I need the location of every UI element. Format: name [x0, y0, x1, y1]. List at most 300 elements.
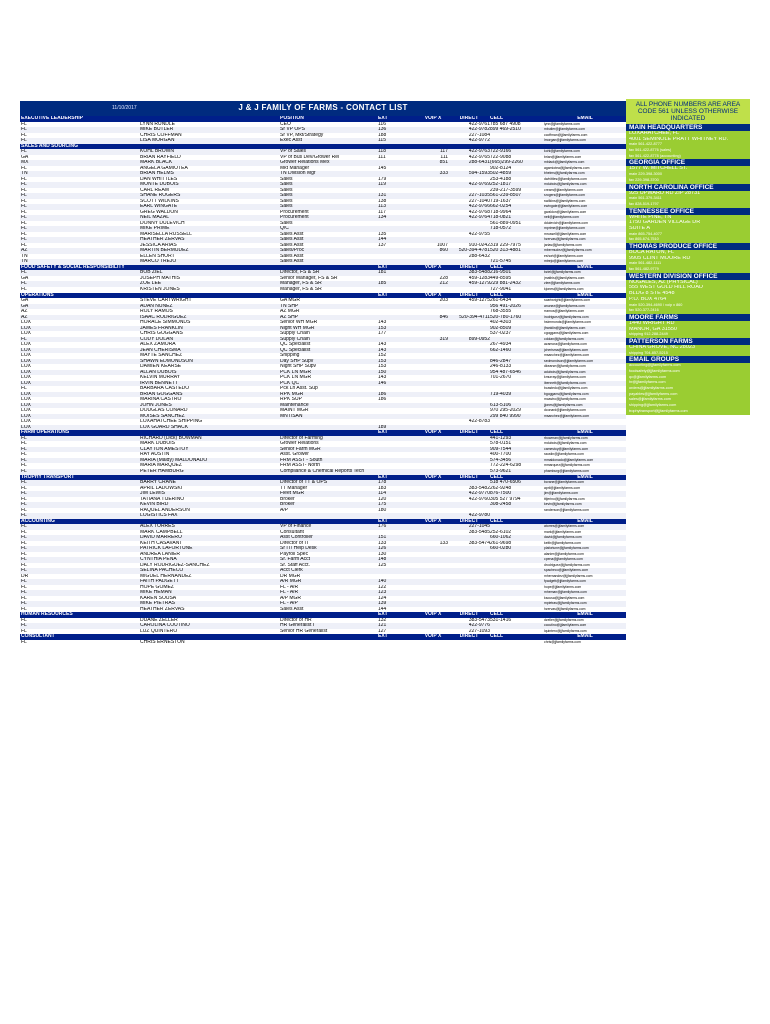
cell-name: CODY DOLAN	[140, 336, 173, 342]
cell-email[interactable]: fpadgett@jjfamilyfarms.com	[544, 579, 586, 584]
cell-cell: CELL	[490, 612, 504, 618]
cell-name: LYNN RUNDLE	[140, 121, 175, 127]
cell-loc: FL	[21, 562, 27, 568]
cell-direct: 422-9770	[468, 491, 490, 497]
cell-ext: 143	[378, 347, 387, 353]
cell-ext: 119	[378, 182, 386, 188]
cell-pos: Senior WH MGR	[280, 320, 318, 326]
cell-email[interactable]: ksousa@jjfamilyfarms.com	[544, 595, 585, 600]
cell-name: IRVIN BENNETT	[140, 380, 178, 386]
cell-email[interactable]: cgoggans@jjfamilyfarms.com	[544, 331, 589, 336]
cell-cell: 253-4188	[490, 176, 512, 182]
cell-name: KRISTEN JONES	[140, 286, 180, 292]
cell-cell: 573-9621	[490, 469, 512, 474]
cell-email[interactable]: dwhittles@jjfamilyfarms.com	[544, 176, 587, 181]
cell-loc: FL	[21, 457, 27, 463]
cell-email[interactable]: rbowman@jjfamilyfarms.com	[544, 435, 588, 440]
cell-direct: 422-8783	[468, 419, 490, 425]
cell-cell: 662-1460	[490, 347, 512, 353]
cell-loc: FL	[21, 121, 27, 127]
cell-pos: RPK MGR	[280, 391, 304, 397]
cell-voip: 319	[439, 336, 448, 342]
cell-email[interactable]: ccoffman@jjfamilyfarms.com	[544, 132, 588, 137]
office-heading: EMAIL GROUPS	[626, 356, 750, 363]
cell-name: KOHL BROWN	[140, 149, 174, 155]
cell-email[interactable]: chris@jjfamilyfarms.com	[544, 639, 581, 644]
cell-name: JIM LEWIS	[140, 491, 166, 497]
cell-cell: 502-4859	[490, 171, 512, 177]
cell-ext: EXT	[378, 612, 388, 618]
cell-loc: FL	[21, 579, 27, 585]
office-detail: hr@jjfamilyfarms.com	[629, 380, 666, 385]
office-detail: main 561-379-3411	[629, 196, 662, 201]
cell-cell: 768-3555	[490, 309, 512, 315]
cell-email[interactable]: brian@jjfamilyfarms.com	[544, 154, 582, 159]
cell-direct: 383-5473	[468, 617, 490, 623]
cell-email[interactable]: bcastedo@jjfamilyfarms.com	[544, 386, 588, 391]
cell-name: BARRY CRANE	[140, 480, 176, 486]
cell-name: DONNY DULEVICH	[140, 220, 185, 226]
cell-loc: FL	[21, 281, 27, 287]
cell-name: CLAYTON AMESTOY	[140, 446, 189, 452]
cell-email[interactable]: spacheco@jjfamilyfarms.com	[544, 568, 589, 573]
cell-pos: Acct Clerk	[280, 568, 303, 574]
cell-email: EMAIL	[577, 474, 593, 480]
cell-email[interactable]: drodriguez@jjfamilyfarms.com	[544, 562, 590, 567]
cell-ext: 153	[378, 364, 387, 370]
cell-email[interactable]: agamiotea@jjfamilyfarms.com	[544, 165, 590, 170]
cell-pos: FRM ASST- North	[280, 463, 321, 469]
cell-pos: Sales	[280, 204, 293, 210]
cell-pos: TT Manager	[280, 485, 308, 491]
cell-voip: 228	[439, 275, 448, 281]
office-detail: SUITE A	[629, 225, 651, 231]
cell-cell: 909-7544	[490, 446, 512, 452]
cell-loc: FL	[21, 469, 27, 474]
cell-email[interactable]: hzervas@jjfamilyfarms.com	[544, 606, 586, 611]
cell-email[interactable]: jarias@jjfamilyfarms.com	[544, 242, 582, 247]
cell-ext: 153	[378, 325, 387, 331]
cell-email[interactable]: bhelms@jjfamilyfarms.com	[544, 171, 585, 176]
cell-pos: Manager, FS & SR	[280, 286, 322, 292]
cell-email[interactable]: camestoy@jjfamilyfarms.com	[544, 446, 589, 451]
cell-direct: 459-1283	[468, 275, 490, 281]
office-detail: main 520-394-4690 / voip x 860	[629, 302, 683, 307]
cell-email[interactable]: bziel@jjfamilyfarms.com	[544, 270, 581, 275]
cell-pos: MAINT MGR	[280, 408, 309, 414]
cell-pos: Asst. Grower	[280, 452, 309, 458]
cell-cell: 537-0237	[490, 331, 512, 337]
cell-cell: 319 229-7975	[490, 242, 521, 248]
cell-loc: GA	[21, 298, 29, 304]
cell-ext: 127	[378, 628, 387, 634]
cell-email[interactable]: hope@jjfamilyfarms.com	[544, 584, 582, 589]
cell-pos: RPK SUP	[280, 397, 302, 403]
cell-cell: 216-9501	[490, 270, 512, 276]
cell-loc: FL	[21, 435, 27, 441]
cell-pos: VP of Sales	[280, 149, 307, 155]
cell-loc: LOX	[21, 331, 32, 337]
cell-ext: 140	[378, 579, 387, 585]
sheet-header	[20, 101, 626, 116]
cell-pos: Director of IT	[280, 540, 309, 546]
cell-pos: Sr IT/ Help Desk	[280, 546, 317, 552]
cell-cell: 660-0280	[490, 546, 512, 552]
cell-loc: EXECUTIVE LEADERSHIP	[21, 116, 83, 121]
cell-email[interactable]: msanchez@jjfamilyfarms.com	[544, 413, 590, 418]
cell-name: JESSICA ARIAS	[140, 242, 177, 248]
cell-pos: VP of Bus Dev/Grower Rel	[280, 154, 340, 160]
cell-email[interactable]: swilkins@jjfamilyfarms.com	[544, 198, 586, 203]
cell-email[interactable]: mblack@jjfamilyfarms.com	[544, 160, 585, 165]
cell-voip: 133	[439, 540, 448, 546]
cell-loc: FL	[21, 463, 27, 469]
cell-loc: LOX	[21, 375, 32, 381]
cell-ext: 181	[378, 270, 387, 276]
cell-name: ALLAN DUBOIS	[140, 369, 177, 375]
cell-ext: 126	[378, 546, 387, 552]
cell-email[interactable]: jmathis@jjfamilyfarms.com	[544, 275, 585, 280]
cell-pos: Sales	[280, 182, 293, 188]
cell-loc: FL	[21, 606, 27, 612]
cell-email[interactable]: kmurray@jjfamilyfarms.com	[544, 375, 586, 380]
cell-pos: Payroll Spec	[280, 551, 309, 557]
cell-loc: LOX	[21, 413, 32, 419]
cell-cell: 441-1293	[490, 435, 512, 441]
cell-pos: Grower Relations Mex	[280, 160, 330, 166]
cell-email[interactable]: ccoutino@jjfamilyfarms.com	[544, 623, 587, 628]
cell-cell: 846-2847	[490, 358, 512, 364]
cell-ext: EXT	[378, 634, 388, 640]
cell-name: APRIL LADOWSKI	[140, 485, 183, 491]
cell-loc: LOX	[21, 424, 32, 430]
office-detail: fax 828-519-1797	[629, 201, 659, 206]
cell-pos: Senior Farm MGR	[280, 446, 321, 452]
cell-name: MIGUEL HERNANDEZ	[140, 573, 192, 579]
cell-email[interactable]: adubois@jjfamilyfarms.com	[544, 369, 586, 374]
cell-cell: 718-0821	[490, 215, 512, 221]
cell-email[interactable]: bgoggans@jjfamilyfarms.com	[544, 391, 589, 396]
cell-loc: LOX	[21, 342, 32, 348]
office-detail: NOGALES, AZ (PHYSICAL)	[629, 279, 698, 285]
office-detail: CHINA GROVE, NC 28023	[629, 344, 696, 350]
office-heading: PATTERSON FARMS	[626, 338, 750, 345]
cell-name: JOHN JONES	[140, 402, 172, 408]
cell-email[interactable]: ewingate@jjfamilyfarms.com	[544, 204, 588, 209]
cell-ext: EXT	[378, 264, 388, 270]
cell-name: RAQUEL ANDERSON	[140, 507, 190, 513]
cell-direct: 520-394-4781	[458, 248, 490, 254]
cell-email[interactable]: msanchez@jjfamilyfarms.com	[544, 353, 590, 358]
cell-email: EMAIL	[577, 116, 593, 121]
cell-cell: 722-9088	[490, 154, 512, 160]
cell-pos: Consultant	[280, 529, 304, 535]
contact-sheet	[20, 101, 626, 646]
cell-email[interactable]: plafortune@jjfamilyfarms.com	[544, 546, 589, 551]
cell-loc: AZ	[21, 314, 28, 320]
cell-ext: EXT	[378, 430, 388, 436]
cell-loc: FARM OPERATIONS	[21, 430, 70, 436]
cell-email[interactable]: irodriguez@jjfamilyfarms.com	[544, 314, 589, 319]
cell-loc: TN	[21, 259, 28, 265]
cell-email[interactable]: gwaldon@jjfamilyfarms.com	[544, 209, 587, 214]
cell-ext: 177	[378, 331, 387, 337]
cell-direct: 288-6432	[468, 253, 490, 259]
cell-ext: 117	[378, 209, 386, 215]
cell-pos: Sales Asst	[280, 231, 304, 237]
cell-name: ZOE LEE	[140, 281, 162, 287]
office-detail: LOXAHATCHEE, FL	[629, 131, 680, 136]
cell-ext: 135	[378, 231, 387, 237]
cell-cell: 718-0572	[490, 226, 512, 232]
cell-email[interactable]: mdubois@jjfamilyfarms.com	[544, 182, 587, 187]
cell-email[interactable]: mark@jjfamilyfarms.com	[544, 529, 582, 534]
cell-name: KEVIN BIRD	[140, 502, 169, 508]
cell-ext: 131	[378, 193, 387, 199]
cell-ext: 178	[378, 480, 387, 486]
cell-email[interactable]: cpena@jjfamilyfarms.com	[544, 557, 583, 562]
cell-name: CHRIS COFFMAN	[140, 132, 182, 138]
cell-ext: 137	[378, 242, 387, 248]
cell-voip: VOIP X	[424, 116, 442, 121]
cell-direct: 422-9763	[468, 149, 490, 155]
cell-cell: 261-6434	[490, 298, 512, 304]
cell-email[interactable]: cdolan@jjfamilyfarms.com	[544, 336, 584, 341]
cell-pos: Day SHP Supv	[280, 358, 314, 364]
cell-voip: VOIP X	[424, 634, 442, 640]
cell-cell: 531-1416	[490, 617, 512, 623]
cell-email[interactable]: jim@jjfamilyfarms.com	[544, 491, 578, 496]
cell-pos: Sales	[280, 220, 293, 226]
cell-pos: FRM ASST - South	[280, 457, 323, 463]
cell-email[interactable]: kjones@jjfamilyfarms.com	[544, 286, 584, 291]
cell-pos: FL - A/R	[280, 584, 299, 590]
cell-cell: 246-8133	[490, 364, 512, 370]
cell-pos: Sales Asst	[280, 259, 304, 265]
cell-name: BOB ZIEL	[140, 270, 163, 276]
cell-email[interactable]: azamora@jjfamilyfarms.com	[544, 342, 587, 347]
cell-email[interactable]: lmorgan@jjfamilyfarms.com	[544, 138, 586, 143]
office-detail: WHITE PINE, TN	[629, 214, 672, 220]
cell-email[interactable]: mmaldonado@jjfamilyfarms.com	[544, 457, 594, 462]
cell-loc: LOX	[21, 419, 32, 425]
cell-email[interactable]: zlee@jjfamilyfarms.com	[544, 281, 580, 286]
cell-direct: DIRECT	[459, 474, 479, 480]
cell-email[interactable]: mhernandez@jjfamilyfarms.com	[544, 573, 593, 578]
cell-email[interactable]: randerson@jjfamilyfarms.com	[544, 507, 589, 512]
cell-cell: 718-9964	[490, 209, 512, 215]
cell-email[interactable]: mrussell@jjfamilyfarms.com	[544, 231, 587, 236]
cell-name: ROLY RAMOS	[140, 309, 173, 315]
cell-loc: FL	[21, 270, 27, 276]
cell-email[interactable]: hsimmonds@jjfamilyfarms.com	[544, 320, 591, 325]
cell-email[interactable]: mcastro@jjfamilyfarms.com	[544, 397, 586, 402]
office-detail: 4001 SEMINOLE PRATT WHITNEY RD.	[629, 136, 729, 142]
cell-pos: Pck Ln Asst. Sup	[280, 386, 318, 392]
cell-email[interactable]: jfranklin@jjfamilyfarms.com	[544, 325, 586, 330]
cell-email[interactable]: phamburg@jjfamilyfarms.com	[544, 469, 589, 473]
cell-email[interactable]: jjones@jjfamilyfarms.com	[544, 402, 583, 407]
cell-direct: DIRECT	[459, 264, 479, 270]
cell-cell: 578-0151	[490, 441, 512, 447]
cell-ext: 176	[378, 524, 387, 530]
cell-email[interactable]: eshort@jjfamilyfarms.com	[544, 253, 584, 258]
cell-email[interactable]: raustin@jjfamilyfarms.com	[544, 452, 584, 457]
cell-loc: FOOD SAFETY & SOCIAL RESPONSIBILITY	[21, 264, 125, 270]
cell-pos: Compliance & Chemical Reports Tech	[280, 469, 365, 474]
cell-loc: FL	[21, 590, 27, 596]
cell-loc: DR	[21, 573, 29, 579]
cell-email[interactable]: alanier@jjfamilyfarms.com	[544, 551, 584, 556]
cell-name: STEVE CARTWRIGHT	[140, 298, 192, 304]
cell-loc: TROPHY TRANSPORT	[21, 474, 75, 480]
office-detail: 1440 WRIGHT RD	[629, 320, 675, 326]
cell-direct: 383-5488	[468, 270, 490, 276]
cell-email[interactable]: hzervas@jjfamilyfarms.com	[544, 237, 586, 242]
cell-email[interactable]: mmarquez@jjfamilyfarms.com	[544, 463, 590, 468]
cell-loc: AZ	[21, 309, 28, 315]
cell-pos: Sales Asst	[280, 242, 304, 248]
cell-pos: Sr. Farm Acct	[280, 557, 311, 563]
cell-name: ELLEN SHORT	[140, 253, 175, 259]
cell-pos: Sales	[280, 198, 293, 204]
office-detail: orders@jjfamilyfarms.com	[629, 386, 673, 391]
cell-loc: FL	[21, 595, 27, 601]
cell-cell: CELL	[490, 518, 504, 524]
cell-pos: VP of Finance	[280, 524, 312, 530]
cell-ext: 151	[378, 535, 387, 541]
cell-direct: 910-0242	[468, 242, 490, 248]
cell-loc: FL	[21, 176, 27, 182]
cell-email[interactable]: scartwright@jjfamilyfarms.com	[544, 298, 591, 303]
cell-direct: DIRECT	[459, 634, 479, 640]
cell-email[interactable]: mbutler@jjfamilyfarms.com	[544, 127, 585, 132]
cell-loc: TN	[21, 171, 28, 177]
cell-direct: 594-1593	[468, 171, 490, 177]
cell-email[interactable]: mbermudez@jjfamilyfarms.com	[544, 248, 592, 253]
cell-ext: 143	[378, 342, 387, 348]
cell-email[interactable]: bcrane@jjfamilyfarms.com	[544, 480, 584, 485]
cell-name: KEITH CASAVANT	[140, 540, 183, 546]
cell-email[interactable]: mpietras@jjfamilyfarms.com	[544, 601, 587, 606]
cell-loc: FL	[21, 237, 27, 243]
office-detail: accounting@jjfamilyfarms.com	[629, 363, 681, 368]
cell-email[interactable]: kohl@jjfamilyfarms.com	[544, 149, 580, 154]
cell-loc: FL	[21, 568, 27, 574]
cell-email[interactable]: dkearse@jjfamilyfarms.com	[544, 364, 586, 369]
cell-email[interactable]: lquintero@jjfamilyfarms.com	[544, 628, 587, 633]
cell-email[interactable]: srogers@jjfamilyfarms.com	[544, 193, 585, 198]
office-detail: main 561-422-8777	[629, 142, 662, 147]
cell-ext: 180	[378, 507, 387, 513]
contact-table	[20, 116, 626, 646]
cell-email: EMAIL	[577, 518, 593, 524]
cell-email[interactable]: anunez@jjfamilyfarms.com	[544, 303, 585, 308]
cell-loc: FL	[21, 535, 27, 541]
cell-loc: FL	[21, 485, 27, 491]
cell-pos: DR MGR	[280, 573, 301, 579]
cell-email[interactable]: mprime@jjfamilyfarms.com	[544, 226, 585, 231]
cell-loc: FL	[21, 215, 27, 221]
cell-email[interactable]: kevin@jjfamilyfarms.com	[544, 502, 582, 507]
cell-voip: 851	[439, 160, 448, 166]
cell-ext: 145	[378, 165, 387, 171]
cell-email[interactable]: dconard@jjfamilyfarms.com	[544, 408, 586, 413]
cell-email[interactable]: cream@jjfamilyfarms.com	[544, 187, 584, 192]
office-heading: MAIN HEADQUARTERS	[626, 124, 750, 131]
cell-email[interactable]: keith@jjfamilyfarms.com	[544, 540, 581, 545]
cell-email[interactable]: ibennett@jjfamilyfarms.com	[544, 380, 586, 385]
cell-email[interactable]: ttijerino@jjfamilyfarms.com	[544, 496, 585, 501]
cell-email[interactable]: mtrejo@jjfamilyfarms.com	[544, 259, 584, 264]
cell-direct: 383-5474	[468, 540, 490, 546]
cell-loc: FL	[21, 557, 27, 563]
cell-ext: 175	[378, 502, 387, 508]
cell-email[interactable]: david@jjfamilyfarms.com	[544, 535, 582, 540]
cell-pos: Sales	[280, 193, 293, 199]
cell-name: LOX GUARD SHACK	[140, 424, 189, 430]
cell-cell: 701-2670	[490, 375, 512, 381]
office-detail: fax 561-422-8778 (accounting)	[629, 153, 681, 158]
cell-loc: FL	[21, 127, 27, 133]
office-detail: shipping 704-857-5215	[629, 350, 668, 355]
cell-name: BRIAN RAYFIELD	[140, 154, 181, 160]
cell-direct: 227-1045	[468, 524, 490, 530]
cell-pos: Broker	[280, 502, 295, 508]
cell-direct: 459-1275	[468, 298, 490, 304]
cell-loc: FL	[21, 502, 27, 508]
office-detail: MANOR, GA 31550	[629, 326, 677, 332]
cell-email[interactable]: jcherisma@jjfamilyfarms.com	[544, 347, 589, 352]
area-code-note: ALL PHONE NUMBERS ARE AREA CODE 561 UNLESS OTHERWISE INDICATED	[626, 99, 750, 124]
cell-name: KELVIN MURRAY	[140, 375, 181, 381]
cell-direct: 227-1084	[468, 132, 490, 138]
cell-name: MAYTE SANCHEZ	[140, 353, 183, 359]
cell-email[interactable]: atorres@jjfamilyfarms.com	[544, 524, 585, 529]
cell-email[interactable]: neil@jjfamilyfarms.com	[544, 215, 579, 220]
cell-pos: Night WH MGR	[280, 325, 315, 331]
cell-direct: 383-5485	[468, 529, 490, 535]
office-detail: BOCA RATON, FL	[629, 250, 675, 255]
cell-cell: 267-4934	[490, 342, 512, 348]
cell-email: EMAIL	[577, 264, 593, 270]
office-detail: fax 229-398-3700	[629, 177, 659, 182]
cell-name: CHRIS ERNESTON	[140, 639, 185, 645]
cell-email[interactable]: mdubois@jjfamilyfarms.com	[544, 441, 587, 446]
cell-email[interactable]: april@jjfamilyfarms.com	[544, 485, 581, 490]
cell-loc: LOX	[21, 380, 32, 386]
cell-cell: 561-889-0951	[490, 220, 522, 226]
cell-name: FAITH PADGETT	[140, 579, 179, 585]
cell-cell: 400-7700	[490, 452, 512, 458]
cell-cell: 956 491-2026	[490, 303, 521, 309]
cell-email[interactable]: dzeller@jjfamilyfarms.com	[544, 617, 584, 622]
cell-cell: 261-9698	[490, 540, 512, 546]
cell-cell: 899 469-2510	[490, 127, 521, 133]
office-list	[626, 124, 750, 415]
cell-email[interactable]: lynn@jjfamilyfarms.com	[544, 121, 580, 126]
cell-ext: 186	[378, 397, 387, 403]
cell-email[interactable]: rramos@jjfamilyfarms.com	[544, 309, 585, 314]
cell-loc: LOX	[21, 353, 32, 359]
cell-email[interactable]: sedmondson@jjfamilyfarms.com	[544, 358, 594, 363]
cell-voip: 333	[439, 171, 448, 177]
cell-email[interactable]: ddulevich@jjfamilyfarms.com	[544, 220, 588, 225]
cell-email[interactable]: mheman@jjfamilyfarms.com	[544, 590, 587, 595]
cell-cell: 239-217-3599	[490, 187, 522, 193]
cell-pos: PCK LN MGR	[280, 369, 312, 375]
cell-direct: DIRECT	[459, 430, 479, 436]
